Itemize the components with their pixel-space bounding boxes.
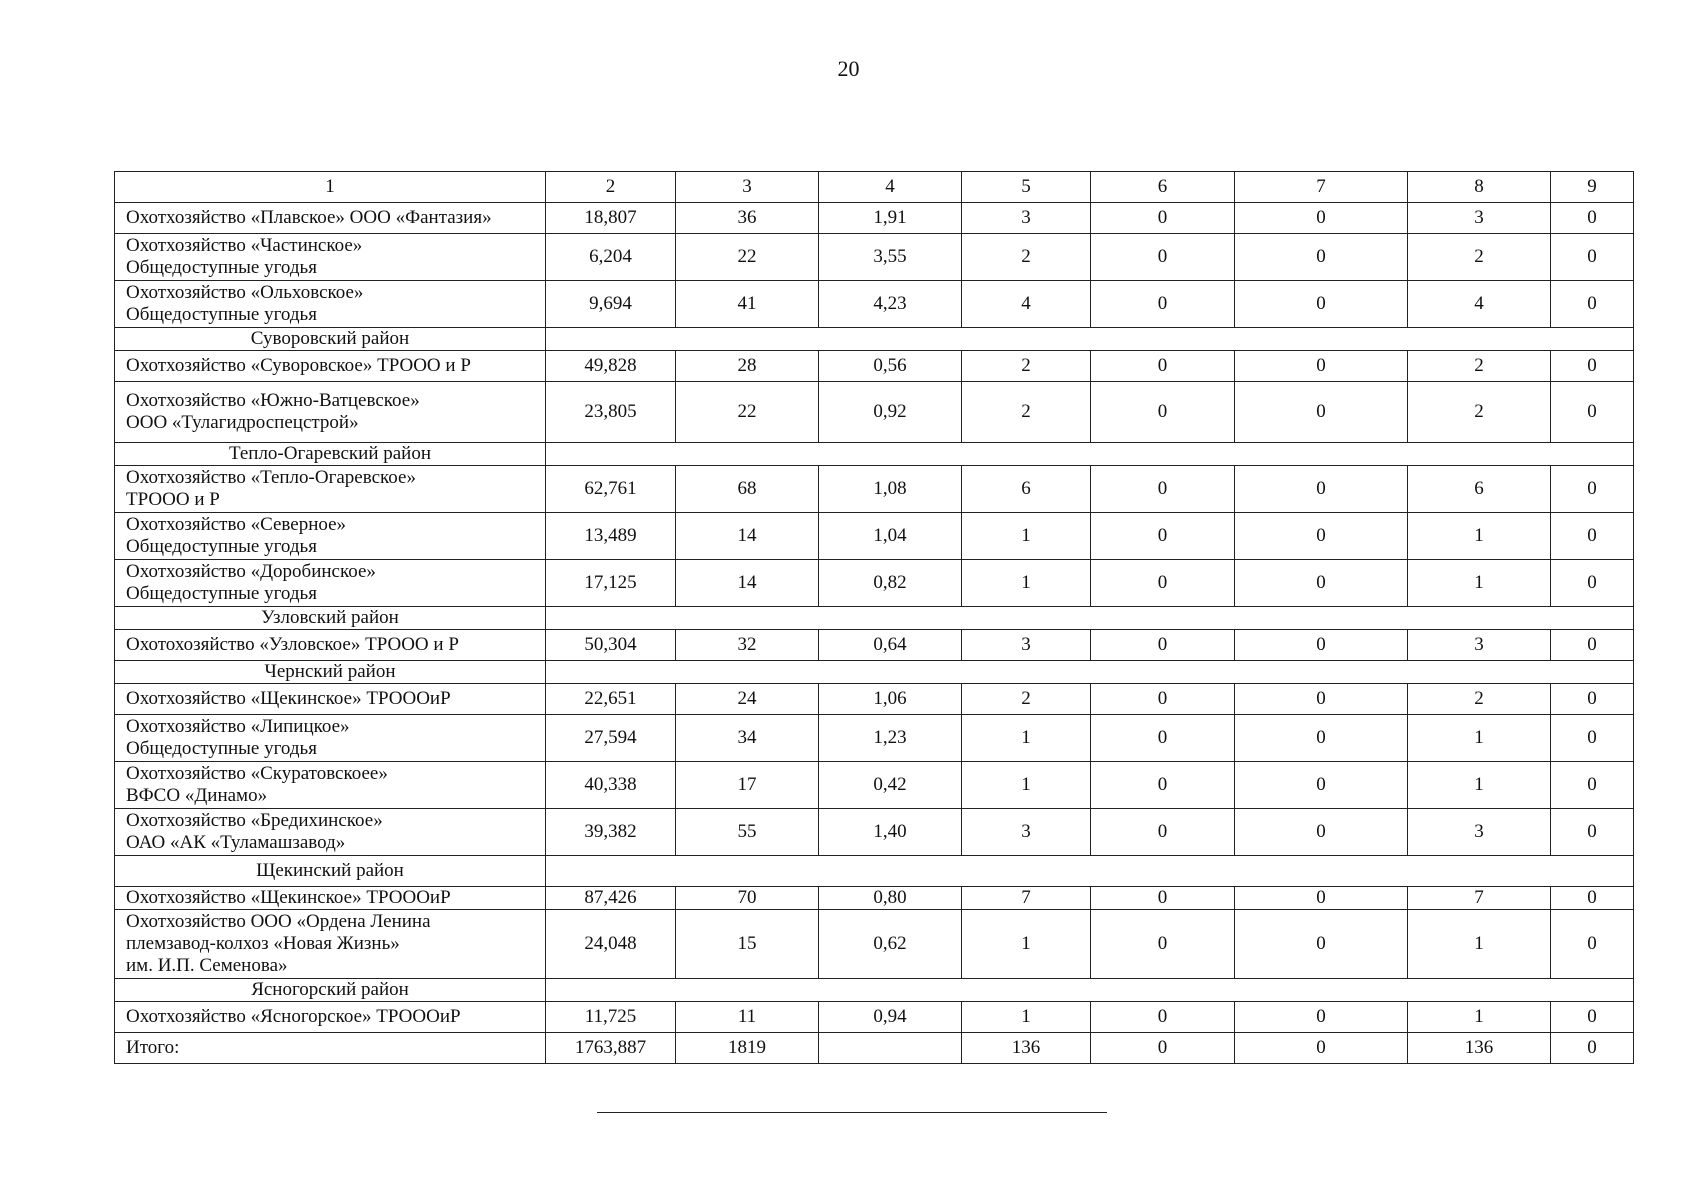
value-cell-col-4: 1,04: [819, 513, 962, 560]
value-cell-col-7: 0: [1235, 630, 1408, 661]
value-cell-col-2: 9,694: [546, 281, 676, 328]
hunting-ground-name-line: Общедоступные угодья: [126, 257, 317, 278]
value-cell-col-3: 22: [676, 234, 819, 281]
table-header-row: [115, 172, 1634, 203]
hunting-ground-name-line: Охотхозяйство «Тепло-Огаревское»: [126, 467, 416, 488]
value-cell-col-9: 0: [1551, 630, 1634, 661]
table-row: [115, 684, 1634, 715]
value-cell-col-3: 11: [676, 1002, 819, 1033]
value-cell-col-9: 0: [1551, 382, 1634, 443]
district-row: [115, 979, 1634, 1002]
value-cell-col-2: 62,761: [546, 466, 676, 513]
hunting-ground-name-line: Охотхозяйство «Доробинское»: [126, 561, 376, 582]
value-cell-col-3: 14: [676, 560, 819, 607]
hunting-ground-name-cell: [115, 382, 546, 443]
value-cell-col-6: 0: [1091, 1033, 1235, 1064]
value-cell-col-4: 0,80: [819, 887, 962, 910]
hunting-ground-name-line: им. И.П. Семенова»: [126, 955, 288, 976]
value-cell-col-4: 0,56: [819, 351, 962, 382]
value-cell-col-3: 36: [676, 203, 819, 234]
total-label-cell: [115, 1033, 546, 1064]
hunting-ground-name-line: Охотхозяйство «Ясногорское» ТРОООиР: [126, 1006, 461, 1027]
total-row: [115, 1033, 1634, 1064]
value-cell-col-2: 27,594: [546, 715, 676, 762]
value-cell-col-5: 136: [962, 1033, 1091, 1064]
value-cell-col-9: 0: [1551, 234, 1634, 281]
hunting-ground-name-line: Охотхозяйство «Щекинское» ТРОООиР: [126, 688, 451, 709]
value-cell-col-8: 136: [1408, 1033, 1551, 1064]
value-cell-col-8: 1: [1408, 513, 1551, 560]
value-cell-col-3: 24: [676, 684, 819, 715]
hunting-ground-name-line: Охотхозяйство «Липицкое»: [126, 716, 350, 737]
value-cell-col-9: 0: [1551, 466, 1634, 513]
hunting-ground-name-line: Охотхозяйство «Южно-Ватцевское»: [126, 390, 420, 411]
value-cell-col-3: 70: [676, 887, 819, 910]
district-name-cell: [115, 443, 546, 466]
header-cell-5: 5: [962, 172, 1091, 203]
value-cell-col-6: 0: [1091, 382, 1235, 443]
value-cell-col-4: 0,82: [819, 560, 962, 607]
value-cell-col-7: 0: [1235, 887, 1408, 910]
table-row: [115, 234, 1634, 281]
value-cell-col-6: 0: [1091, 513, 1235, 560]
header-cell-2: 2: [546, 172, 676, 203]
value-cell-col-6: 0: [1091, 684, 1235, 715]
district-name: Щекинский район: [256, 860, 404, 881]
district-row: [115, 856, 1634, 887]
hunting-grounds-table: [114, 171, 1634, 1064]
district-row: [115, 607, 1634, 630]
value-cell-col-8: 2: [1408, 351, 1551, 382]
value-cell-col-7: 0: [1235, 466, 1408, 513]
value-cell-col-2: 22,651: [546, 684, 676, 715]
hunting-ground-name-line: ТРООО и Р: [126, 489, 220, 510]
hunting-ground-name-cell: [115, 1002, 546, 1033]
value-cell-col-8: 1: [1408, 715, 1551, 762]
value-cell-col-2: 11,725: [546, 1002, 676, 1033]
table-row: [115, 910, 1634, 979]
district-row: [115, 443, 1634, 466]
value-cell-col-7: 0: [1235, 234, 1408, 281]
value-cell-col-9: 0: [1551, 1002, 1634, 1033]
district-empty-cell: [546, 607, 1634, 630]
value-cell-col-3: 32: [676, 630, 819, 661]
district-empty-cell: [546, 661, 1634, 684]
value-cell-col-8: 4: [1408, 281, 1551, 328]
value-cell-col-5: 3: [962, 809, 1091, 856]
value-cell-col-9: 0: [1551, 203, 1634, 234]
hunting-ground-name-cell: [115, 281, 546, 328]
footer-divider: [597, 1112, 1107, 1113]
value-cell-col-8: 7: [1408, 887, 1551, 910]
value-cell-col-2: 87,426: [546, 887, 676, 910]
value-cell-col-5: 4: [962, 281, 1091, 328]
hunting-ground-name-line: Общедоступные угодья: [126, 738, 317, 759]
value-cell-col-4: 1,91: [819, 203, 962, 234]
value-cell-col-2: 18,807: [546, 203, 676, 234]
hunting-ground-name-line: Охотохозяйство «Узловское» ТРООО и Р: [126, 634, 459, 655]
value-cell-col-6: 0: [1091, 351, 1235, 382]
hunting-ground-name-cell: [115, 513, 546, 560]
hunting-ground-name-line: Охотхозяйство «Частинское»: [126, 235, 363, 256]
district-name: Узловский район: [261, 607, 399, 628]
hunting-ground-name-line: Общедоступные угодья: [126, 304, 317, 325]
district-empty-cell: [546, 443, 1634, 466]
value-cell-col-5: 1: [962, 715, 1091, 762]
value-cell-col-9: 0: [1551, 684, 1634, 715]
hunting-ground-name-cell: [115, 684, 546, 715]
district-empty-cell: [546, 856, 1634, 887]
value-cell-col-7: 0: [1235, 1002, 1408, 1033]
value-cell-col-6: 0: [1091, 630, 1235, 661]
value-cell-col-6: 0: [1091, 560, 1235, 607]
hunting-ground-name-cell: [115, 630, 546, 661]
district-name: Ясногорский район: [251, 979, 409, 1000]
value-cell-col-4: 1,23: [819, 715, 962, 762]
value-cell-col-7: 0: [1235, 910, 1408, 979]
district-empty-cell: [546, 979, 1634, 1002]
value-cell-col-6: 0: [1091, 1002, 1235, 1033]
header-cell-1: 1: [115, 172, 546, 203]
value-cell-col-4: 0,62: [819, 910, 962, 979]
value-cell-col-7: 0: [1235, 762, 1408, 809]
value-cell-col-8: 2: [1408, 382, 1551, 443]
header-cell-7: 7: [1235, 172, 1408, 203]
value-cell-col-8: 2: [1408, 234, 1551, 281]
value-cell-col-4: 0,92: [819, 382, 962, 443]
table-row: [115, 382, 1634, 443]
value-cell-col-3: 41: [676, 281, 819, 328]
value-cell-col-8: 1: [1408, 762, 1551, 809]
value-cell-col-9: 0: [1551, 513, 1634, 560]
value-cell-col-3: 68: [676, 466, 819, 513]
header-cell-9: 9: [1551, 172, 1634, 203]
value-cell-col-2: 24,048: [546, 910, 676, 979]
hunting-ground-name-line: ООО «Тулагидроспецстрой»: [126, 412, 359, 433]
value-cell-col-3: 17: [676, 762, 819, 809]
hunting-ground-name-cell: [115, 715, 546, 762]
hunting-ground-name-cell: [115, 351, 546, 382]
hunting-ground-name-line: Общедоступные угодья: [126, 583, 317, 604]
table-row: [115, 762, 1634, 809]
value-cell-col-9: 0: [1551, 910, 1634, 979]
value-cell-col-6: 0: [1091, 281, 1235, 328]
hunting-ground-name-line: Охотхозяйство «Плавское» ООО «Фантазия»: [126, 207, 492, 228]
value-cell-col-9: 0: [1551, 809, 1634, 856]
district-name-cell: [115, 661, 546, 684]
value-cell-col-7: 0: [1235, 1033, 1408, 1064]
value-cell-col-7: 0: [1235, 809, 1408, 856]
value-cell-col-6: 0: [1091, 887, 1235, 910]
table-row: [115, 351, 1634, 382]
value-cell-col-4: 4,23: [819, 281, 962, 328]
table-row: [115, 466, 1634, 513]
hunting-ground-name-line: Охотхозяйство ООО «Ордена Ленина: [126, 911, 431, 932]
value-cell-col-8: 1: [1408, 1002, 1551, 1033]
table-row: [115, 715, 1634, 762]
value-cell-col-4: 1,08: [819, 466, 962, 513]
hunting-ground-name-cell: [115, 560, 546, 607]
value-cell-col-3: 14: [676, 513, 819, 560]
value-cell-col-8: 3: [1408, 630, 1551, 661]
header-cell-8: 8: [1408, 172, 1551, 203]
table-row: [115, 887, 1634, 910]
value-cell-col-8: 3: [1408, 809, 1551, 856]
hunting-ground-name-line: Охотхозяйство «Ольховское»: [126, 282, 364, 303]
value-cell-col-5: 6: [962, 466, 1091, 513]
value-cell-col-9: 0: [1551, 1033, 1634, 1064]
value-cell-col-2: 50,304: [546, 630, 676, 661]
hunting-ground-name-line: Охотхозяйство «Скуратовскоее»: [126, 763, 388, 784]
value-cell-col-7: 0: [1235, 203, 1408, 234]
table-row: [115, 203, 1634, 234]
value-cell-col-5: 1: [962, 560, 1091, 607]
table-row: [115, 281, 1634, 328]
header-cell-4: 4: [819, 172, 962, 203]
value-cell-col-8: 1: [1408, 910, 1551, 979]
value-cell-col-6: 0: [1091, 910, 1235, 979]
total-label: Итого:: [126, 1037, 180, 1058]
value-cell-col-2: 13,489: [546, 513, 676, 560]
hunting-ground-name-cell: [115, 203, 546, 234]
value-cell-col-6: 0: [1091, 809, 1235, 856]
hunting-ground-name-line: Охотхозяйство «Щекинское» ТРОООиР: [126, 887, 451, 908]
value-cell-col-6: 0: [1091, 466, 1235, 513]
hunting-ground-name-cell: [115, 887, 546, 910]
value-cell-col-5: 2: [962, 351, 1091, 382]
district-empty-cell: [546, 328, 1634, 351]
value-cell-col-7: 0: [1235, 560, 1408, 607]
value-cell-col-4: 0,94: [819, 1002, 962, 1033]
table-body: [115, 172, 1634, 1064]
value-cell-col-9: 0: [1551, 762, 1634, 809]
table-row: [115, 809, 1634, 856]
value-cell-col-8: 2: [1408, 684, 1551, 715]
value-cell-col-5: 1: [962, 762, 1091, 809]
value-cell-col-6: 0: [1091, 715, 1235, 762]
value-cell-col-3: 1819: [676, 1033, 819, 1064]
value-cell-col-6: 0: [1091, 234, 1235, 281]
hunting-ground-name-line: Охотхозяйство «Суворовское» ТРООО и Р: [126, 355, 471, 376]
value-cell-col-2: 23,805: [546, 382, 676, 443]
value-cell-col-3: 28: [676, 351, 819, 382]
table-row: [115, 560, 1634, 607]
value-cell-col-5: 2: [962, 382, 1091, 443]
value-cell-col-6: 0: [1091, 762, 1235, 809]
hunting-ground-name-line: ВФСО «Динамо»: [126, 785, 268, 806]
hunting-ground-name-line: ОАО «АК «Туламашзавод»: [126, 832, 346, 853]
district-name: Суворовский район: [250, 328, 410, 349]
value-cell-col-8: 6: [1408, 466, 1551, 513]
hunting-ground-name-line: племзавод-колхоз «Новая Жизнь»: [126, 933, 400, 954]
value-cell-col-7: 0: [1235, 281, 1408, 328]
hunting-ground-name-cell: [115, 234, 546, 281]
value-cell-col-7: 0: [1235, 684, 1408, 715]
value-cell-col-9: 0: [1551, 887, 1634, 910]
district-name-cell: [115, 328, 546, 351]
value-cell-col-4: 1,06: [819, 684, 962, 715]
value-cell-col-3: 34: [676, 715, 819, 762]
district-name-cell: [115, 856, 546, 887]
value-cell-col-7: 0: [1235, 715, 1408, 762]
value-cell-col-7: 0: [1235, 351, 1408, 382]
value-cell-col-5: 2: [962, 684, 1091, 715]
value-cell-col-4: 0,64: [819, 630, 962, 661]
district-row: [115, 328, 1634, 351]
value-cell-col-3: 22: [676, 382, 819, 443]
value-cell-col-5: 7: [962, 887, 1091, 910]
value-cell-col-5: 1: [962, 513, 1091, 560]
value-cell-col-4: 1,40: [819, 809, 962, 856]
district-name: Чернский район: [264, 661, 396, 682]
value-cell-col-5: 3: [962, 203, 1091, 234]
value-cell-col-2: 17,125: [546, 560, 676, 607]
hunting-ground-name-cell: [115, 762, 546, 809]
hunting-ground-name-cell: [115, 466, 546, 513]
value-cell-col-7: 0: [1235, 513, 1408, 560]
district-name-cell: [115, 979, 546, 1002]
value-cell-col-7: 0: [1235, 382, 1408, 443]
value-cell-col-3: 55: [676, 809, 819, 856]
page-number: 20: [837, 56, 860, 81]
value-cell-col-5: 2: [962, 234, 1091, 281]
hunting-ground-name-line: Охотхозяйство «Северное»: [126, 514, 347, 535]
value-cell-col-4: [819, 1033, 962, 1064]
district-name-cell: [115, 607, 546, 630]
header-cell-3: 3: [676, 172, 819, 203]
value-cell-col-2: 39,382: [546, 809, 676, 856]
hunting-ground-name-cell: [115, 809, 546, 856]
hunting-ground-name-cell: [115, 910, 546, 979]
value-cell-col-8: 3: [1408, 203, 1551, 234]
value-cell-col-9: 0: [1551, 351, 1634, 382]
value-cell-col-5: 1: [962, 1002, 1091, 1033]
value-cell-col-6: 0: [1091, 203, 1235, 234]
value-cell-col-2: 6,204: [546, 234, 676, 281]
value-cell-col-9: 0: [1551, 281, 1634, 328]
district-row: [115, 661, 1634, 684]
hunting-ground-name-line: Общедоступные угодья: [126, 536, 317, 557]
district-name: Тепло-Огаревский район: [228, 443, 432, 464]
header-cell-6: 6: [1091, 172, 1235, 203]
value-cell-col-2: 40,338: [546, 762, 676, 809]
value-cell-col-2: 49,828: [546, 351, 676, 382]
value-cell-col-5: 1: [962, 910, 1091, 979]
value-cell-col-2: 1763,887: [546, 1033, 676, 1064]
statistics-table-wrapper: [114, 171, 1633, 1064]
table-row: [115, 630, 1634, 661]
value-cell-col-4: 3,55: [819, 234, 962, 281]
table-row: [115, 513, 1634, 560]
value-cell-col-8: 1: [1408, 560, 1551, 607]
value-cell-col-5: 3: [962, 630, 1091, 661]
hunting-ground-name-line: Охотхозяйство «Бредихинское»: [126, 810, 383, 831]
table-row: [115, 1002, 1634, 1033]
value-cell-col-4: 0,42: [819, 762, 962, 809]
value-cell-col-9: 0: [1551, 560, 1634, 607]
value-cell-col-3: 15: [676, 910, 819, 979]
value-cell-col-9: 0: [1551, 715, 1634, 762]
